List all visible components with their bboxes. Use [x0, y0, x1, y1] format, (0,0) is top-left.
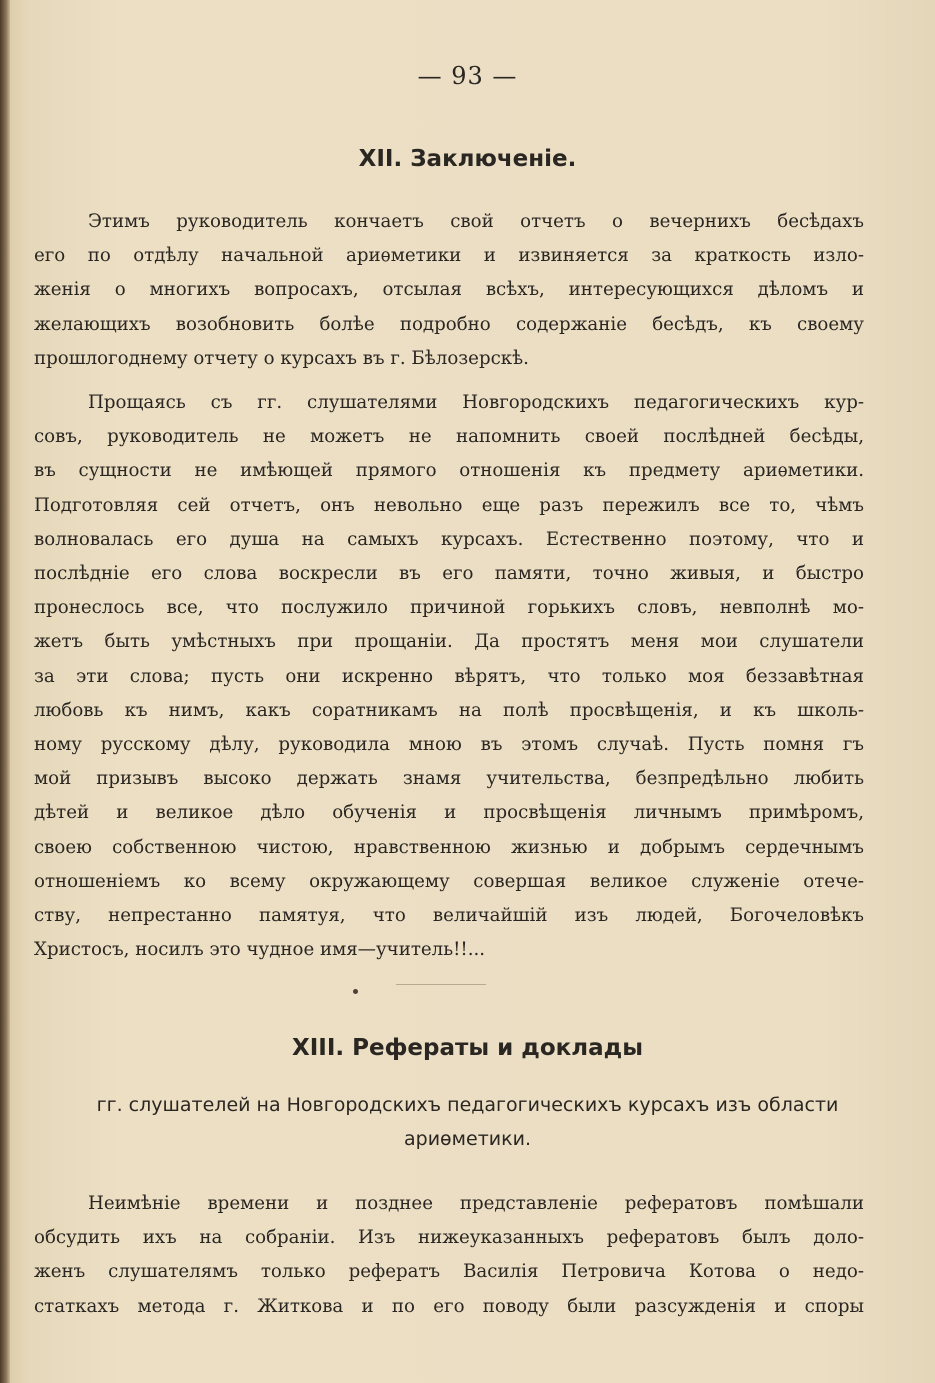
text-line: пронеслось все, что послужило причиной горькихъ словъ, невполнѣ мо- — [34, 597, 864, 619]
text-line: дѣтей и великое дѣло обученія и просвѣщенія личнымъ примѣромъ, — [34, 802, 864, 824]
section-13-title: XIII. Рефераты и доклады — [292, 1035, 643, 1061]
text-line: волновалась его душа на самыхъ курсахъ. Естественно поэтому, что и — [34, 528, 864, 550]
text-line: Христосъ, носилъ это чудное имя—учитель!!... — [34, 939, 486, 961]
text-line: статкахъ метода г. Житкова и по его поводу были разсужденія и споры — [34, 1295, 864, 1317]
section-divider — [396, 984, 486, 985]
text-line: Неимѣніе времени и позднее представленіе рефератовъ помѣшали — [88, 1193, 864, 1214]
text-line: женія о многихъ вопросахъ, отсылая всѣхъ, интересующихся дѣломъ и — [34, 279, 864, 301]
text-line: послѣдніе его слова воскресли въ его памяти, точно живыя, и быстро — [34, 563, 864, 585]
book-spine-edge — [0, 0, 10, 1383]
text-line: своею собственною чистою, нравственною жизнью и добрымъ сердечнымъ — [34, 836, 864, 858]
page-number: — 93 — — [417, 62, 518, 90]
text-line: за эти слова; пусть они искренно вѣрятъ, что только моя беззавѣтная — [34, 665, 864, 687]
section-13-paragraph-1 — [34, 1187, 864, 1324]
section-12-paragraph-2 — [34, 386, 864, 967]
text-line: желающихъ возобновить болѣе подробно содержаніе бесѣдъ, къ своему — [34, 313, 864, 335]
text-line: любовь къ нимъ, какъ соратникамъ на полѣ просвѣщенія, и къ школь- — [34, 699, 864, 721]
text-line: отношеніемъ ко всему окружающему совершая великое служеніе отече- — [34, 870, 864, 892]
text-line: Подготовляя сей отчетъ, онъ невольно еще разъ пережилъ все то, чѣмъ — [34, 494, 864, 516]
text-line: обсудить ихъ на собраніи. Изъ нижеуказанныхъ рефератовъ былъ доло- — [34, 1227, 864, 1249]
text-line: ному русскому дѣлу, руководила мною въ этомъ случаѣ. Пусть помня гъ — [34, 734, 864, 756]
text-line: его по отдѣлу начальной ариѳметики и извиняется за краткость изло- — [34, 245, 864, 267]
text-line: Прощаясь съ гг. слушателями Новгородскихъ педагогическихъ кур- — [88, 392, 864, 413]
section-13-subtitle: гг. слушателей на Новгородскихъ педагогическихъ курсахъ изъ области ариѳметики. — [96, 1094, 839, 1150]
text-line: мой призывъ высоко держать знамя учительства, безпредѣльно любить — [34, 768, 864, 790]
divider-dot — [353, 989, 358, 994]
text-line: жетъ быть умѣстныхъ при прощаніи. Да простятъ меня мои слушатели — [34, 631, 864, 653]
text-line: прошлогоднему отчету о курсахъ въ г. Бѣлозерскѣ. — [34, 347, 529, 369]
section-12-title: XII. Заключеніе. — [358, 146, 577, 172]
text-line: въ сущности не имѣющей прямого отношенія къ предмету ариѳметики. — [34, 460, 864, 482]
section-12-paragraph-1 — [34, 205, 864, 376]
text-line: совъ, руководитель не можетъ не напомнить своей послѣдней бесѣды, — [34, 426, 864, 448]
text-line: женъ слушателямъ только рефератъ Василія Петровича Котова о недо- — [34, 1261, 864, 1283]
text-line: Этимъ руководитель кончаетъ свой отчетъ о вечернихъ бесѣдахъ — [88, 211, 864, 232]
text-line: ству, непрестанно памятуя, что величайшій изъ людей, Богочеловѣкъ — [34, 905, 864, 927]
